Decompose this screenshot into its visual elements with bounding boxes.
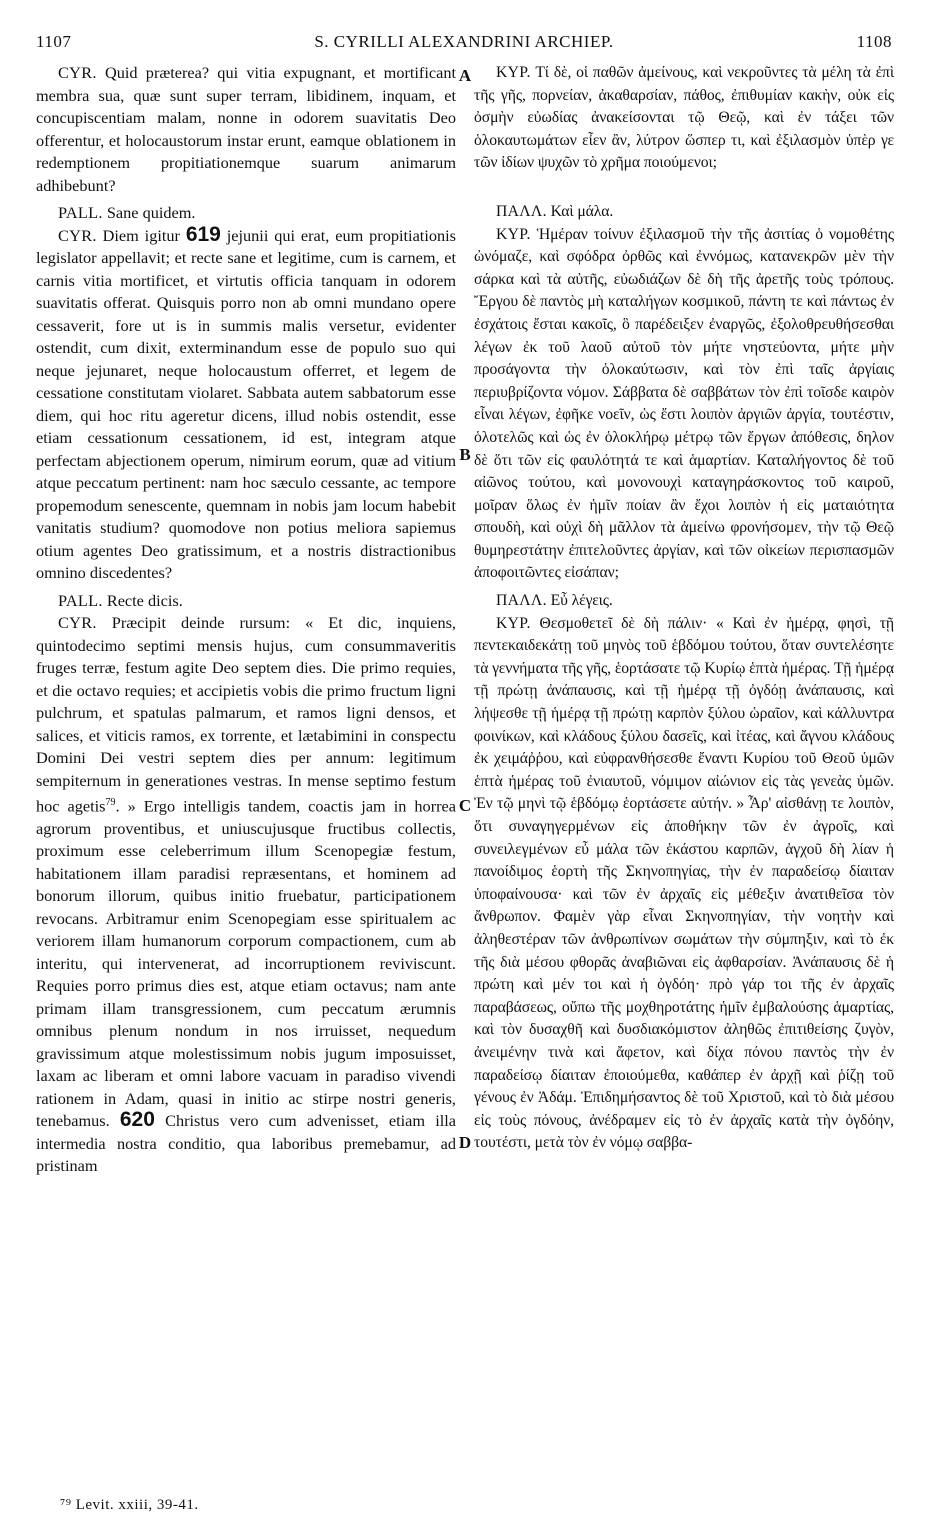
greek-column [474, 62, 894, 1155]
latin-paragraph [36, 62, 456, 197]
paragraph-text: . » Ergo intelligis tandem, coactis jam in horrea agrorum proventibus, et uniuscujusque fructibus collectis, proximum esse celeberrimum illum Scenopegiæ festum, habitationem illam paradisi repræsentans, et hominem ad bonorum illorum, quibus initio fruebatur, participationem revocans. Arbitramur enim Scenopegiam esse spiritualem ac veriorem illam humanorum corporum compactionem, cum ab interitu, qui intervenerat, ad incorruptionem reviviscunt. Requies porro primus dies est, atque etiam octavus; nam ante primam illam transgressionem, cum peccatum ærumnis omnibus plenum nondum in nos irruisset, nequedum gravissimum atque molestissimum nobis jugum imposuisset, laxam ac liberam et omni labore vacuam in paradiso vivendi rationem in Adam, quasi in initio ac stirpe nostri generis, tenebamus. [36, 796, 456, 1131]
footnote: ⁷⁹ Levit. xxiii, 39-41. [60, 1497, 199, 1513]
speaker-label: ΚΥΡ. [496, 64, 531, 81]
latin-paragraph [36, 202, 456, 225]
latin-paragraph [36, 222, 456, 585]
margin-letter-d: D [458, 1133, 472, 1152]
speaker-label: ΠΑΛΛ. [496, 202, 547, 220]
footnote-ref: 79 [105, 797, 116, 808]
margin-letter-a: A [458, 66, 472, 85]
paragraph-text: Christus vero cum advenisset, etiam illa intermedia nostra conditio, qua laboribus premebamur, ad pristinam [36, 1111, 457, 1176]
speaker-label: PALL. [58, 203, 103, 222]
speaker-label: CYR. [58, 225, 97, 245]
speaker-label: ΠΑΛΛ. [496, 592, 547, 610]
margin-letter-b: B [459, 445, 471, 464]
page-number-right: 1108 [856, 32, 892, 51]
paragraph-text: Sane quidem. [102, 203, 196, 222]
greek-paragraph [474, 62, 894, 175]
paragraph-text: Εὖ λέγεις. [546, 592, 613, 610]
paragraph-text: Θεσμοθετεῖ δὲ δὴ πάλιν· « Καὶ ἐν ἡμέρᾳ, φησὶ, τῇ πεντεκαιδεκάτῃ τοῦ μηνὸς τοῦ ἑβδόμου τούτου, ὅταν συντελέσητε τὰ γεννήματα τῆς γῆς, ἑορτάσατε τῷ Κυρίῳ ἑπτὰ ἡμέρας. Τῇ ἡμέρᾳ τῇ πρώτῃ ἀνάπαυσις, καὶ τῇ ἡμέρᾳ τῇ ὀγδόῃ ἀνάπαυσις, καὶ λήψεσθε τῇ ἡμέρᾳ τῇ πρώτῃ καρπὸν ξύλου ὡραῖον, καὶ κάλλυντρα φοινίκων, καὶ κλάδους ξύλου δασεῖς, καὶ ἰτέας, καὶ ἄγνου κλάδους ἐκ χειμάῤῥου, καὶ εὐφρανθήσεσθε ἔναντι Κυρίου τοῦ Θεοῦ ὑμῶν ἑπτὰ ἡμέρας τοῦ ἐνιαυτοῦ, νόμιμον αἰώνιον εἰς τὰς γενεὰς ὑμῶν. Ἐν τῷ μηνὶ τῷ ἑβδόμῳ ἑορτάσετε αὐτήν. » Ἆρ' αἰσθάνῃ τε λοιπὸν, ὅτι συναγηγερμένων εἰς ἀποθήκην τῶν ἐν ἀγροῖς, καὶ συνειλεγμένων εὖ μάλα τῶν ἑκάστου καρπῶν, ἀγχοῦ δὴ λίαν ἡ πανοίδιμος ἑορτὴ τῆς Σκηνοπηγίας, τὴν ἐν παραδείσῳ δίαιταν ὑποφαίνουσα· καὶ τῶν ἐν ἀρχαῖς εἰς μέθεξιν ἀνατιθεῖσα τὸν ἄνθρωπον. Φαμὲν γὰρ εἶναι Σκηνοπηγίαν, τὴν νοητὴν καὶ ἀληθεστέραν τῶν ἀνθρωπίνων σωμάτων τὴν σύμπηξιν, καὶ τὸ ἐκ τῆς διὰ μέσου φθορᾶς ἀναβιῶναι εἰς ἀφθαρσίαν. Ἀνάπαυσις δὲ ἡ πρώτη καὶ μέν τοι καὶ ἡ ὀγδόη· πρὸ γάρ τοι τῆς ἐν ἀρχαῖς παραβάσεως, οὔπω τῆς μοχθηροτάτης ἡμῖν ἐμβαλούσης ἁμαρτίας, καὶ τὸν δυσαχθῆ καὶ δυσδιακόμιστον ἀληθῶς ἐπιτιθείσης ζυγὸν, ἀνειμένην τινὰ καὶ ἄφετον, καὶ δίχα πόνου παντὸς τὴν ἐν παραδείσῳ δίαιταν ἐποιούμεθα, καθάπερ ἐν ἀρχῇ καὶ ῥίζῃ τοῦ γένους ἐν Ἀδάμ. Ἐπιδημήσαντος δὲ τοῦ Χριστοῦ, καὶ τὸ διὰ μέσου εἰς τοὺς πόνους, ἀνέδραμεν εἰς τὸ ἐν ἀρχαῖς κατὰ τὴν ὀγδόην, τουτέστι, μετὰ τὸν ἐν νόμῳ σαββα- [474, 614, 894, 1152]
speaker-label: ΚΥΡ. [496, 225, 531, 243]
latin-paragraph [36, 590, 456, 613]
paragraph-text: Diem igitur [96, 225, 186, 245]
paragraph-text: Ἡμέραν τοίνυν ἐξιλασμοῦ τὴν τῆς ἀσιτίας ὁ νομοθέτης ὠνόμαζε, καὶ σφόδρα ὀρθῶς καὶ ἐννόμως, κατανεκρῶν μὲν τὴν σάρκα καὶ τὰ αὐτῆς, εὐωδιάζων δὲ δὴ τῆς ἀρετῆς τοὺς τρόπους. Ἔργου δὲ παντὸς μὴ καταλήγων κοσμικοῦ, πάντη τε καὶ πάντως ἐν ἐσχάτοις ἔσται κακοῖς, ὃ παρέδειξεν ἐναργῶς, ἐξολοθρευθήσεσθαι λέγων ἐκ τοῦ λαοῦ αὐτοῦ τὸν μήτε νηστεύοντα, μήτε μὴν προσάγοντα τὴν ὁλοκαύτωσιν, καὶ τὸν ἐπὶ ταῖς ἀργίαις περιυβρίζοντα νόμον. Σάββατα δὲ σαββάτων τὸν ἐπὶ τοῖσδε καιρὸν εἶναι λέγων, ἐφῆκε νοεῖν, ὡς ἔστι λοιπὸν ἀργιῶν ἀργία, τουτέστιν, ὁλοτελῶς καὶ ὡς ἐν ὁλοκλήρῳ μέτρῳ τῶν ἔργων ἀπόθεσις, δηλον δὲ ὅτι τῶν εἰς φαυλότητά τε καὶ ἁμαρτίαν. Καταλήγοντος δὲ τοῦ αἰῶνος τούτου, καὶ μονονουχὶ καταγηράσκοντος τοῦ καιροῦ, μοῖραν ὅλως ἐν ἡμῖν ποίαν ἂν ἔχοι λοιπὸν ἡ εἰς ματαιότητα σπουδὴ, καὶ οὐχὶ δὴ μᾶλλον τὰ ἀμείνω φρονήσομεν, τὴν τῷ Θεῷ θυμηρεστάτην ἐπιτελοῦντες ἀργίαν, καὶ τῶν οἰκείων περισπασμῶν ἀποφοιτῶντες εἰσάπαν; [474, 225, 894, 582]
latin-paragraph [36, 612, 456, 1178]
greek-paragraph [474, 201, 894, 224]
speaker-label: CYR. [58, 63, 97, 82]
greek-paragraph [474, 224, 894, 586]
speaker-label: PALL. [58, 590, 103, 610]
greek-paragraph [474, 613, 894, 1155]
speaker-label: ΚΥΡ. [496, 614, 531, 632]
page-number-left: 1107 [36, 32, 72, 51]
running-title: S. CYRILLI ALEXANDRINI ARCHIEP. [314, 32, 614, 51]
paragraph-text: Quid præterea? qui vitia expugnant, et mortificant membra sua, quæ sunt super terram, libidinem, inquam, et concupiscentiam malam, nonne in odorem suavitatis Deo offerentur, et holocaustorum instar erunt, eamque oblationem in redemptionem propitiationemque suarum animarum adhibebunt? [36, 63, 456, 195]
paragraph-text: Præcipit deinde rursum: « Et dic, inquiens, quintodecimo septimi mensis hujus, cum consummaveritis fruges terræ, festum agite Deo septem dies. Die primo requies, et die octavo requies; et accipietis vobis die primo fructum ligni pulchrum, et spatulas palmarum, et ramos ligni densos, et salices, et viticis ramos, ex torrente, et lætabimini in conspectu Domini Dei vestri septem dies per annum: legitimum sempiternum in generationes vestras. In mense septimo festum hoc agetis [36, 613, 456, 816]
page-header [36, 26, 892, 58]
greek-paragraph [474, 590, 894, 613]
margin-letter-c: C [458, 796, 472, 815]
paragraph-text: Καὶ μάλα. [546, 202, 614, 220]
speaker-label: CYR. [58, 613, 97, 632]
paragraph-text: Recte dicis. [102, 590, 183, 610]
edition-page-number: 620 [119, 1108, 155, 1132]
latin-column [36, 62, 456, 1178]
paragraph-text: jejunii qui erat, eum propitiationis legislator appellavit; et recte sane et legitime, cum is carnem, et carnis vitia mortificet, et virtutis officia tanquam in odorem suavitatis offerat. Quisquis porro non ab omni mundano opere cessaverit, fore ut is in summis malis versetur, evidenter ostendit, cum dixit, exterminandum esse de populo suo qui neque jejunaret, neque holocaustum offerret, et legem de cessatione constitutam violaret. Sabbata autem sabbatorum esse diem, qui hoc ritu ageretur dicens, illud nobis ostendit, esse etiam cessationum cessationem, id est, integram atque perfectam abjectionem operum, nimirum eorum, quæ ad vitium atque peccatum pertinent: nam hoc sæculo cessante, ac tempore propemodum senescente, quemnam in nobis jam locum habebit vanitatis studium? quomodove non potius meliora sapiemus otium agentes Deo gratissimum, et a nostris distractionibus omnino discedentes? [36, 225, 456, 582]
paragraph-text: Τί δὲ, οἱ παθῶν ἀμείνους, καὶ νεκροῦντες τὰ μέλη τὰ ἐπὶ τῆς γῆς, πορνείαν, ἀκαθαρσίαν, πάθος, ἐπιθυμίαν κακὴν, οὐκ εἰς ὀσμὴν εὐωδίας ἀνακείσονται τῷ Θεῷ, καὶ ἐν τάξει τῶν ὁλοκαυτωμάτων εἶεν ἂν, λύτρον ὥσπερ τι, καὶ ἐξιλασμὸν ὑπὲρ γε τῶν ἰδίων ψυχῶν τὸ χρῆμα ποιούμενοι; [474, 64, 894, 172]
edition-page-number: 619 [185, 222, 221, 246]
